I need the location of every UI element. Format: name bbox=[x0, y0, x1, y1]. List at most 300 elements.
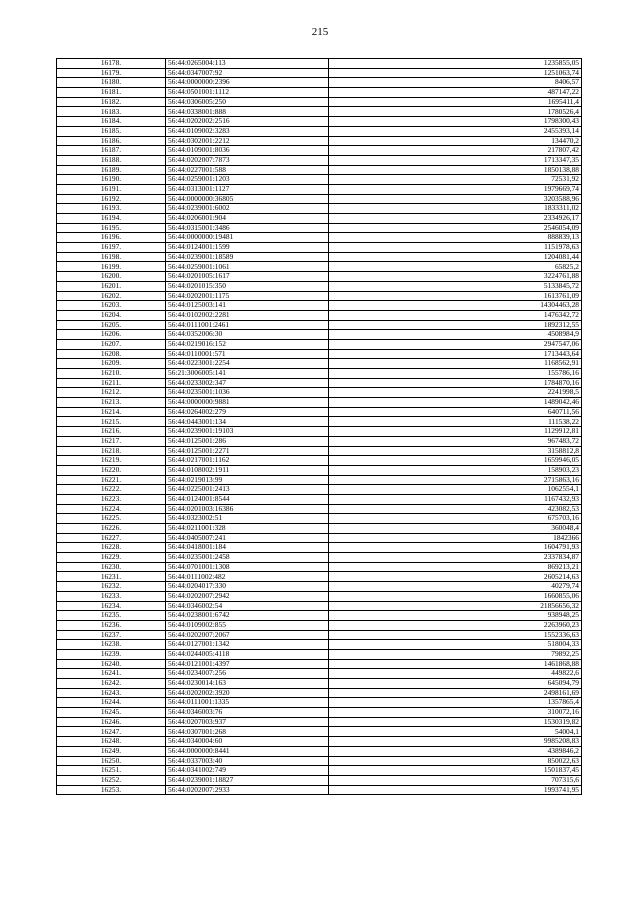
cadastral-number-cell: 56:44:0207003:937 bbox=[166, 717, 329, 727]
table-row bbox=[57, 417, 582, 427]
cadastral-number-cell: 56:44:0000000:2396 bbox=[166, 78, 329, 88]
table-row bbox=[57, 97, 582, 107]
cadastral-number-cell: 56:44:0302001:2212 bbox=[166, 136, 329, 146]
value-cell: 2337834,87 bbox=[329, 553, 582, 563]
value-cell: 1235855,05 bbox=[329, 59, 582, 69]
row-number-cell: 16248. bbox=[57, 737, 166, 747]
table-row bbox=[57, 485, 582, 495]
page-number: 215 bbox=[311, 26, 329, 38]
value-cell: 3224761,88 bbox=[329, 272, 582, 282]
cadastral-number-cell: 56:44:0352006:30 bbox=[166, 330, 329, 340]
value-cell: 155786,16 bbox=[329, 369, 582, 379]
cadastral-number-cell: 56:44:0338001:888 bbox=[166, 107, 329, 117]
table-row bbox=[57, 427, 582, 437]
row-number-cell: 16244. bbox=[57, 698, 166, 708]
table-row bbox=[57, 679, 582, 689]
value-cell: 217807,42 bbox=[329, 146, 582, 156]
row-number-cell: 16186. bbox=[57, 136, 166, 146]
table-row bbox=[57, 349, 582, 359]
row-number-cell: 16227. bbox=[57, 533, 166, 543]
value-cell: 2263960,23 bbox=[329, 620, 582, 630]
row-number-cell: 16219. bbox=[57, 456, 166, 466]
cadastral-number-cell: 56:44:0110001:571 bbox=[166, 349, 329, 359]
value-cell: 5133845,72 bbox=[329, 281, 582, 291]
cadastral-number-cell: 56:44:0202007:2067 bbox=[166, 630, 329, 640]
value-cell: 8406,57 bbox=[329, 78, 582, 88]
row-number-cell: 16192. bbox=[57, 194, 166, 204]
table-row bbox=[57, 669, 582, 679]
value-cell: 1552336,63 bbox=[329, 630, 582, 640]
table-row bbox=[57, 717, 582, 727]
table-row bbox=[57, 320, 582, 330]
row-number-cell: 16240. bbox=[57, 659, 166, 669]
row-number-cell: 16180. bbox=[57, 78, 166, 88]
value-cell: 2334926,17 bbox=[329, 214, 582, 224]
row-number-cell: 16253. bbox=[57, 785, 166, 795]
row-number-cell: 16201. bbox=[57, 281, 166, 291]
value-cell: 2605214,63 bbox=[329, 572, 582, 582]
row-number-cell: 16251. bbox=[57, 766, 166, 776]
cadastral-value-table bbox=[56, 58, 582, 795]
row-number-cell: 16214. bbox=[57, 407, 166, 417]
cadastral-number-cell: 56:44:0264002:279 bbox=[166, 407, 329, 417]
table-row bbox=[57, 243, 582, 253]
value-cell: 111538,22 bbox=[329, 417, 582, 427]
cadastral-number-cell: 56:21:3006005:141 bbox=[166, 369, 329, 379]
row-number-cell: 16205. bbox=[57, 320, 166, 330]
row-number-cell: 16247. bbox=[57, 727, 166, 737]
cadastral-number-cell: 56:44:0225001:2413 bbox=[166, 485, 329, 495]
value-cell: 1979669,74 bbox=[329, 184, 582, 194]
value-cell: 1168562,91 bbox=[329, 359, 582, 369]
value-cell: 1461868,88 bbox=[329, 659, 582, 669]
cadastral-number-cell: 56:44:0337003:40 bbox=[166, 756, 329, 766]
table-row bbox=[57, 330, 582, 340]
cadastral-number-cell: 56:44:0125001:2271 bbox=[166, 446, 329, 456]
cadastral-number-cell: 56:44:0219016:152 bbox=[166, 339, 329, 349]
value-cell: 360048,4 bbox=[329, 524, 582, 534]
row-number-cell: 16193. bbox=[57, 204, 166, 214]
value-cell: 1993741,95 bbox=[329, 785, 582, 795]
value-cell: 1501837,45 bbox=[329, 766, 582, 776]
row-number-cell: 16221. bbox=[57, 475, 166, 485]
cadastral-number-cell: 56:44:0121001:4397 bbox=[166, 659, 329, 669]
cadastral-number-cell: 56:44:0201015:350 bbox=[166, 281, 329, 291]
cadastral-number-cell: 56:44:0239001:18589 bbox=[166, 252, 329, 262]
cadastral-number-cell: 56:44:0265004:113 bbox=[166, 59, 329, 69]
table-row bbox=[57, 88, 582, 98]
cadastral-number-cell: 56:44:0259001:1061 bbox=[166, 262, 329, 272]
value-cell: 1357865,4 bbox=[329, 698, 582, 708]
row-number-cell: 16217. bbox=[57, 436, 166, 446]
table-row bbox=[57, 649, 582, 659]
row-number-cell: 16238. bbox=[57, 640, 166, 650]
cadastral-number-cell: 56:44:0000000:9881 bbox=[166, 398, 329, 408]
table-row bbox=[57, 194, 582, 204]
table-row bbox=[57, 233, 582, 243]
table-row bbox=[57, 514, 582, 524]
row-number-cell: 16216. bbox=[57, 427, 166, 437]
table-row bbox=[57, 369, 582, 379]
table-row bbox=[57, 465, 582, 475]
table-row bbox=[57, 504, 582, 514]
cadastral-number-cell: 56:44:0204017:330 bbox=[166, 582, 329, 592]
cadastral-number-cell: 56:44:0259001:1203 bbox=[166, 175, 329, 185]
cadastral-number-cell: 56:44:0202007:2933 bbox=[166, 785, 329, 795]
cadastral-number-cell: 56:44:0111001:2461 bbox=[166, 320, 329, 330]
cadastral-number-cell: 56:44:0347007:92 bbox=[166, 68, 329, 78]
value-cell: 2947547,06 bbox=[329, 339, 582, 349]
row-number-cell: 16228. bbox=[57, 543, 166, 553]
row-number-cell: 16210. bbox=[57, 369, 166, 379]
table-row bbox=[57, 494, 582, 504]
cadastral-number-cell: 56:44:0211001:328 bbox=[166, 524, 329, 534]
row-number-cell: 16196. bbox=[57, 233, 166, 243]
table-row bbox=[57, 252, 582, 262]
row-number-cell: 16208. bbox=[57, 349, 166, 359]
row-number-cell: 16191. bbox=[57, 184, 166, 194]
row-number-cell: 16226. bbox=[57, 524, 166, 534]
cadastral-number-cell: 56:44:0111001:1335 bbox=[166, 698, 329, 708]
table-row bbox=[57, 524, 582, 534]
cadastral-number-cell: 56:44:0223001:2254 bbox=[166, 359, 329, 369]
value-cell: 487147,22 bbox=[329, 88, 582, 98]
table-row bbox=[57, 533, 582, 543]
row-number-cell: 16179. bbox=[57, 68, 166, 78]
value-cell: 1476342,72 bbox=[329, 310, 582, 320]
value-cell: 158903,23 bbox=[329, 465, 582, 475]
value-cell: 938948,25 bbox=[329, 611, 582, 621]
value-cell: 449822,6 bbox=[329, 669, 582, 679]
table-row bbox=[57, 766, 582, 776]
cadastral-number-cell: 56:44:0501001:1112 bbox=[166, 88, 329, 98]
value-cell: 4389846,2 bbox=[329, 746, 582, 756]
table-row bbox=[57, 146, 582, 156]
cadastral-number-cell: 56:44:0238001:6742 bbox=[166, 611, 329, 621]
value-cell: 888839,13 bbox=[329, 233, 582, 243]
table-row bbox=[57, 107, 582, 117]
row-number-cell: 16234. bbox=[57, 601, 166, 611]
table-row bbox=[57, 388, 582, 398]
row-number-cell: 16241. bbox=[57, 669, 166, 679]
table-row bbox=[57, 659, 582, 669]
table-row bbox=[57, 281, 582, 291]
value-cell: 1842366 bbox=[329, 533, 582, 543]
row-number-cell: 16194. bbox=[57, 214, 166, 224]
table-row bbox=[57, 301, 582, 311]
value-cell: 79892,25 bbox=[329, 649, 582, 659]
cadastral-number-cell: 56:44:0202002:3920 bbox=[166, 688, 329, 698]
table-row bbox=[57, 775, 582, 785]
cadastral-number-cell: 56:44:0125003:141 bbox=[166, 301, 329, 311]
table-row bbox=[57, 262, 582, 272]
value-cell: 1833311,02 bbox=[329, 204, 582, 214]
value-cell: 310072,16 bbox=[329, 708, 582, 718]
value-cell: 14304463,28 bbox=[329, 301, 582, 311]
value-cell: 1167432,93 bbox=[329, 494, 582, 504]
row-number-cell: 16198. bbox=[57, 252, 166, 262]
row-number-cell: 16232. bbox=[57, 582, 166, 592]
cadastral-number-cell: 56:44:0201003:16386 bbox=[166, 504, 329, 514]
row-number-cell: 16197. bbox=[57, 243, 166, 253]
row-number-cell: 16183. bbox=[57, 107, 166, 117]
table-row bbox=[57, 785, 582, 795]
row-number-cell: 16189. bbox=[57, 165, 166, 175]
table-row bbox=[57, 398, 582, 408]
row-number-cell: 16184. bbox=[57, 117, 166, 127]
row-number-cell: 16220. bbox=[57, 465, 166, 475]
row-number-cell: 16223. bbox=[57, 494, 166, 504]
value-cell: 9985208,83 bbox=[329, 737, 582, 747]
row-number-cell: 16188. bbox=[57, 155, 166, 165]
value-cell: 645094,79 bbox=[329, 679, 582, 689]
table-row bbox=[57, 611, 582, 621]
row-number-cell: 16213. bbox=[57, 398, 166, 408]
value-cell: 1062554,1 bbox=[329, 485, 582, 495]
table-row bbox=[57, 620, 582, 630]
row-number-cell: 16250. bbox=[57, 756, 166, 766]
value-cell: 1151978,63 bbox=[329, 243, 582, 253]
row-number-cell: 16203. bbox=[57, 301, 166, 311]
table-row bbox=[57, 698, 582, 708]
value-cell: 134470,2 bbox=[329, 136, 582, 146]
cadastral-number-cell: 56:44:0102002:2281 bbox=[166, 310, 329, 320]
table-row bbox=[57, 339, 582, 349]
row-number-cell: 16239. bbox=[57, 649, 166, 659]
value-cell: 1489042,46 bbox=[329, 398, 582, 408]
table-row bbox=[57, 310, 582, 320]
cadastral-number-cell: 56:44:0313001:1127 bbox=[166, 184, 329, 194]
cadastral-number-cell: 56:44:0000000:19481 bbox=[166, 233, 329, 243]
table-row bbox=[57, 126, 582, 136]
value-cell: 1695411,4 bbox=[329, 97, 582, 107]
cadastral-number-cell: 56:44:0346003:76 bbox=[166, 708, 329, 718]
table-row bbox=[57, 562, 582, 572]
cadastral-number-cell: 56:44:0000000:36805 bbox=[166, 194, 329, 204]
value-cell: 40279,74 bbox=[329, 582, 582, 592]
table-row bbox=[57, 184, 582, 194]
table-row bbox=[57, 68, 582, 78]
cadastral-number-cell: 56:44:0341002:749 bbox=[166, 766, 329, 776]
table-row bbox=[57, 291, 582, 301]
table-row bbox=[57, 59, 582, 69]
table-row bbox=[57, 378, 582, 388]
value-cell: 1780526,4 bbox=[329, 107, 582, 117]
cadastral-number-cell: 56:44:0323002:51 bbox=[166, 514, 329, 524]
cadastral-number-cell: 56:44:0418001:184 bbox=[166, 543, 329, 553]
value-cell: 3158812,8 bbox=[329, 446, 582, 456]
value-cell: 967483,72 bbox=[329, 436, 582, 446]
value-cell: 1613761,09 bbox=[329, 291, 582, 301]
row-number-cell: 16178. bbox=[57, 59, 166, 69]
table-row bbox=[57, 175, 582, 185]
table-row bbox=[57, 165, 582, 175]
row-number-cell: 16185. bbox=[57, 126, 166, 136]
row-number-cell: 16233. bbox=[57, 591, 166, 601]
table-row bbox=[57, 407, 582, 417]
value-cell: 72531,92 bbox=[329, 175, 582, 185]
cadastral-number-cell: 56:44:0109001:8036 bbox=[166, 146, 329, 156]
row-number-cell: 16231. bbox=[57, 572, 166, 582]
value-cell: 1251063,74 bbox=[329, 68, 582, 78]
row-number-cell: 16204. bbox=[57, 310, 166, 320]
row-number-cell: 16202. bbox=[57, 291, 166, 301]
value-cell: 675703,16 bbox=[329, 514, 582, 524]
row-number-cell: 16209. bbox=[57, 359, 166, 369]
value-cell: 1204081,44 bbox=[329, 252, 582, 262]
table-row bbox=[57, 737, 582, 747]
row-number-cell: 16245. bbox=[57, 708, 166, 718]
table-row bbox=[57, 475, 582, 485]
row-number-cell: 16236. bbox=[57, 620, 166, 630]
value-cell: 423082,53 bbox=[329, 504, 582, 514]
row-number-cell: 16230. bbox=[57, 562, 166, 572]
value-cell: 1129912,81 bbox=[329, 427, 582, 437]
cadastral-number-cell: 56:44:0315001:3486 bbox=[166, 223, 329, 233]
cadastral-number-cell: 56:44:0230014:163 bbox=[166, 679, 329, 689]
value-cell: 518004,33 bbox=[329, 640, 582, 650]
row-number-cell: 16229. bbox=[57, 553, 166, 563]
row-number-cell: 16195. bbox=[57, 223, 166, 233]
cadastral-number-cell: 56:44:0239001:19103 bbox=[166, 427, 329, 437]
row-number-cell: 16249. bbox=[57, 746, 166, 756]
table-row bbox=[57, 272, 582, 282]
value-cell: 4508984,9 bbox=[329, 330, 582, 340]
table-row bbox=[57, 746, 582, 756]
value-cell: 1659946,05 bbox=[329, 456, 582, 466]
row-number-cell: 16212. bbox=[57, 388, 166, 398]
value-cell: 1850138,88 bbox=[329, 165, 582, 175]
cadastral-number-cell: 56:44:0219013:99 bbox=[166, 475, 329, 485]
cadastral-number-cell: 56:44:0000000:8441 bbox=[166, 746, 329, 756]
row-number-cell: 16206. bbox=[57, 330, 166, 340]
table-row bbox=[57, 204, 582, 214]
table-row bbox=[57, 78, 582, 88]
table-row bbox=[57, 591, 582, 601]
row-number-cell: 16182. bbox=[57, 97, 166, 107]
row-number-cell: 16235. bbox=[57, 611, 166, 621]
cadastral-number-cell: 56:44:0124001:8544 bbox=[166, 494, 329, 504]
cadastral-number-cell: 56:44:0202002:2516 bbox=[166, 117, 329, 127]
cadastral-number-cell: 56:44:0405007:241 bbox=[166, 533, 329, 543]
value-cell: 2715863,16 bbox=[329, 475, 582, 485]
cadastral-number-cell: 56:44:0206001:904 bbox=[166, 214, 329, 224]
cadastral-number-cell: 56:44:0234007:256 bbox=[166, 669, 329, 679]
row-number-cell: 16246. bbox=[57, 717, 166, 727]
cadastral-number-cell: 56:44:0701001:1308 bbox=[166, 562, 329, 572]
table-row bbox=[57, 688, 582, 698]
table-row bbox=[57, 446, 582, 456]
table-row bbox=[57, 630, 582, 640]
row-number-cell: 16222. bbox=[57, 485, 166, 495]
row-number-cell: 16211. bbox=[57, 378, 166, 388]
table-row bbox=[57, 214, 582, 224]
table-row bbox=[57, 582, 582, 592]
row-number-cell: 16199. bbox=[57, 262, 166, 272]
table-row bbox=[57, 155, 582, 165]
value-cell: 2546054,09 bbox=[329, 223, 582, 233]
cadastral-number-cell: 56:44:0109002:3283 bbox=[166, 126, 329, 136]
table-row bbox=[57, 456, 582, 466]
row-number-cell: 16224. bbox=[57, 504, 166, 514]
value-cell: 2498161,69 bbox=[329, 688, 582, 698]
row-number-cell: 16181. bbox=[57, 88, 166, 98]
cadastral-number-cell: 56:44:0235001:1036 bbox=[166, 388, 329, 398]
cadastral-number-cell: 56:44:0239001:18827 bbox=[166, 775, 329, 785]
cadastral-number-cell: 56:44:0124001:1599 bbox=[166, 243, 329, 253]
cadastral-number-cell: 56:44:0125001:286 bbox=[166, 436, 329, 446]
value-cell: 1713443,64 bbox=[329, 349, 582, 359]
cadastral-number-cell: 56:44:0233002:347 bbox=[166, 378, 329, 388]
value-cell: 707315,6 bbox=[329, 775, 582, 785]
table-row bbox=[57, 708, 582, 718]
cadastral-number-cell: 56:44:0111002:482 bbox=[166, 572, 329, 582]
table-row bbox=[57, 553, 582, 563]
cadastral-number-cell: 56:44:0202007:2942 bbox=[166, 591, 329, 601]
value-cell: 3203588,96 bbox=[329, 194, 582, 204]
row-number-cell: 16190. bbox=[57, 175, 166, 185]
cadastral-number-cell: 56:44:0239001:6002 bbox=[166, 204, 329, 214]
row-number-cell: 16207. bbox=[57, 339, 166, 349]
cadastral-number-cell: 56:44:0202007:7873 bbox=[166, 155, 329, 165]
row-number-cell: 16243. bbox=[57, 688, 166, 698]
cadastral-number-cell: 56:44:0346002:54 bbox=[166, 601, 329, 611]
cadastral-number-cell: 56:44:0340004:60 bbox=[166, 737, 329, 747]
value-cell: 1784870,16 bbox=[329, 378, 582, 388]
table-row bbox=[57, 572, 582, 582]
row-number-cell: 16237. bbox=[57, 630, 166, 640]
value-cell: 1604791,93 bbox=[329, 543, 582, 553]
cadastral-number-cell: 56:44:0307001:268 bbox=[166, 727, 329, 737]
row-number-cell: 16215. bbox=[57, 417, 166, 427]
cadastral-number-cell: 56:44:0235001:2458 bbox=[166, 553, 329, 563]
table-row bbox=[57, 727, 582, 737]
row-number-cell: 16200. bbox=[57, 272, 166, 282]
value-cell: 869213,21 bbox=[329, 562, 582, 572]
cadastral-number-cell: 56:44:0244005:4118 bbox=[166, 649, 329, 659]
cadastral-number-cell: 56:44:0443001:134 bbox=[166, 417, 329, 427]
table-row bbox=[57, 601, 582, 611]
cadastral-number-cell: 56:44:0127001:1342 bbox=[166, 640, 329, 650]
value-cell: 850022,63 bbox=[329, 756, 582, 766]
row-number-cell: 16225. bbox=[57, 514, 166, 524]
row-number-cell: 16218. bbox=[57, 446, 166, 456]
table-row bbox=[57, 640, 582, 650]
row-number-cell: 16187. bbox=[57, 146, 166, 156]
value-cell: 640711,56 bbox=[329, 407, 582, 417]
value-cell: 21856656,32 bbox=[329, 601, 582, 611]
table-row bbox=[57, 543, 582, 553]
value-cell: 1798300,43 bbox=[329, 117, 582, 127]
value-cell: 1713347,35 bbox=[329, 155, 582, 165]
value-cell: 54004,1 bbox=[329, 727, 582, 737]
cadastral-number-cell: 56:44:0217001:1162 bbox=[166, 456, 329, 466]
value-cell: 1660855,06 bbox=[329, 591, 582, 601]
value-cell: 2241998,5 bbox=[329, 388, 582, 398]
value-cell: 65825,2 bbox=[329, 262, 582, 272]
table-row bbox=[57, 359, 582, 369]
table-body bbox=[57, 59, 582, 795]
table-row bbox=[57, 136, 582, 146]
table-row bbox=[57, 756, 582, 766]
value-cell: 1530319,82 bbox=[329, 717, 582, 727]
cadastral-number-cell: 56:44:0201005:1617 bbox=[166, 272, 329, 282]
row-number-cell: 16242. bbox=[57, 679, 166, 689]
row-number-cell: 16252. bbox=[57, 775, 166, 785]
cadastral-number-cell: 56:44:0109002:855 bbox=[166, 620, 329, 630]
cadastral-number-cell: 56:44:0306005:250 bbox=[166, 97, 329, 107]
cadastral-number-cell: 56:44:0227001:588 bbox=[166, 165, 329, 175]
